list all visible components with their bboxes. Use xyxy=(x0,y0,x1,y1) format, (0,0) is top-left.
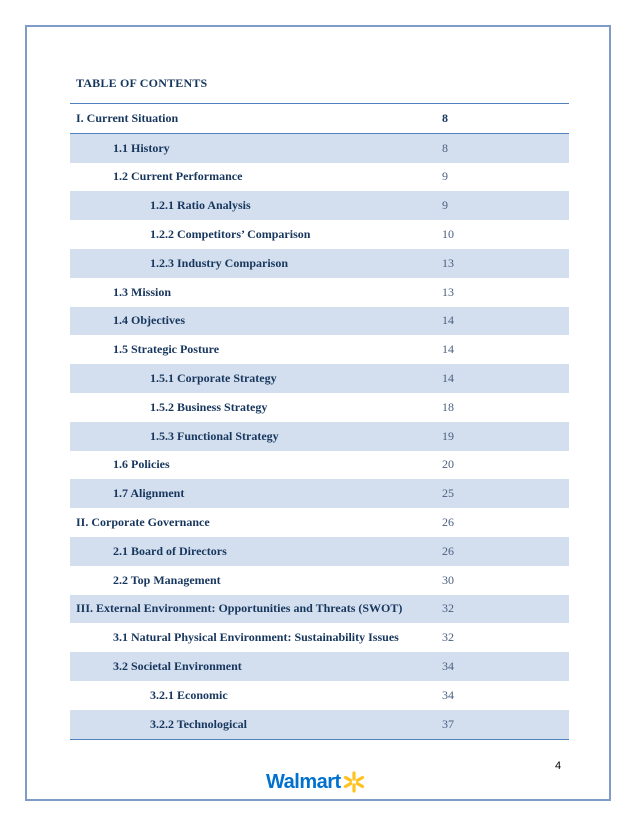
toc-row[interactable] xyxy=(70,566,569,595)
toc-entry-page: 26 xyxy=(441,537,569,566)
toc-entry-label: 1.7 Alignment xyxy=(70,479,441,508)
toc-entry-page: 20 xyxy=(442,457,454,472)
toc-entry-label: 1.1 History xyxy=(70,133,441,162)
toc-table xyxy=(70,103,569,740)
toc-entry-label: 1.2 Current Performance xyxy=(113,169,243,184)
toc-row[interactable] xyxy=(70,133,569,162)
toc-entry-label: 1.5.3 Functional Strategy xyxy=(70,422,441,451)
toc-row[interactable] xyxy=(70,595,569,624)
toc-entry-page: 32 xyxy=(442,630,454,645)
toc-entry-label: I. Current Situation xyxy=(70,104,441,134)
toc-row[interactable] xyxy=(70,508,569,537)
toc-entry-page: 26 xyxy=(442,515,454,530)
toc-entry-page: 10 xyxy=(442,227,454,242)
toc-entry-label: 3.1 Natural Physical Environment: Sustainability Issues xyxy=(113,630,399,645)
toc-row[interactable] xyxy=(70,451,569,480)
toc-entry-label: 1.4 Objectives xyxy=(70,307,441,336)
toc-row[interactable] xyxy=(70,191,569,220)
toc-row[interactable] xyxy=(70,623,569,652)
toc-entry-page: 25 xyxy=(441,479,569,508)
toc-entry-label: 3.2.1 Economic xyxy=(150,687,228,702)
toc-entry-page: 13 xyxy=(442,284,454,299)
toc-entry-label: 2.1 Board of Directors xyxy=(70,537,441,566)
walmart-logo xyxy=(266,770,365,794)
walmart-spark-icon xyxy=(343,770,365,794)
toc-entry-page: 14 xyxy=(441,364,569,393)
toc-entry-page: 37 xyxy=(441,710,569,739)
toc-row[interactable] xyxy=(70,364,569,393)
toc-entry-label: 1.5.2 Business Strategy xyxy=(150,399,268,414)
toc-entry-label: 1.2.2 Competitors’ Comparison xyxy=(150,227,311,242)
toc-entry-page: 34 xyxy=(441,652,569,681)
toc-entry-page: 14 xyxy=(441,307,569,336)
toc-row[interactable] xyxy=(70,249,569,278)
toc-entry-page: 32 xyxy=(441,595,569,624)
toc-row[interactable] xyxy=(70,479,569,508)
toc-row[interactable] xyxy=(70,681,569,710)
toc-entry-page: 8 xyxy=(441,133,569,162)
toc-entry-page: 19 xyxy=(441,422,569,451)
toc-entry-label: 1.5.1 Corporate Strategy xyxy=(70,364,441,393)
toc-entry-label: 1.3 Mission xyxy=(113,284,172,299)
toc-entry-label: III. External Environment: Opportunities and Threats (SWOT) xyxy=(70,595,441,624)
toc-row[interactable] xyxy=(70,710,569,739)
toc-entry-label: 2.2 Top Management xyxy=(113,572,221,587)
toc-row[interactable] xyxy=(70,393,569,422)
toc-entry-page: 34 xyxy=(442,687,454,702)
toc-entry-page: 14 xyxy=(442,342,454,357)
toc-entry-label: 1.5 Strategic Posture xyxy=(113,342,220,357)
toc-entry-label: 3.2 Societal Environment xyxy=(70,652,441,681)
toc-entry-label: 1.2.3 Industry Comparison xyxy=(70,249,441,278)
toc-entry-page: 9 xyxy=(442,169,448,184)
toc-entry-page: 18 xyxy=(442,399,454,414)
logo-text: Walmart xyxy=(266,770,341,793)
toc-row[interactable] xyxy=(70,104,569,134)
toc-row[interactable] xyxy=(70,220,569,249)
toc-row[interactable] xyxy=(70,335,569,364)
toc-entry-label: II. Corporate Governance xyxy=(76,515,210,530)
toc-entry-label: 1.2.1 Ratio Analysis xyxy=(70,191,441,220)
toc-row[interactable] xyxy=(70,422,569,451)
toc-row[interactable] xyxy=(70,537,569,566)
toc-title: TABLE OF CONTENTS xyxy=(76,76,208,90)
toc-entry-label: 1.6 Policies xyxy=(113,457,170,472)
toc-entry-page: 13 xyxy=(441,249,569,278)
toc-entry-page: 8 xyxy=(441,104,569,134)
toc-row[interactable] xyxy=(70,278,569,307)
toc-entry-page: 9 xyxy=(441,191,569,220)
toc-row[interactable] xyxy=(70,307,569,336)
toc-row[interactable] xyxy=(70,652,569,681)
toc-row[interactable] xyxy=(70,163,569,192)
toc-entry-page: 30 xyxy=(442,572,454,587)
page-number: 4 xyxy=(555,760,562,772)
toc-entry-label: 3.2.2 Technological xyxy=(70,710,441,739)
